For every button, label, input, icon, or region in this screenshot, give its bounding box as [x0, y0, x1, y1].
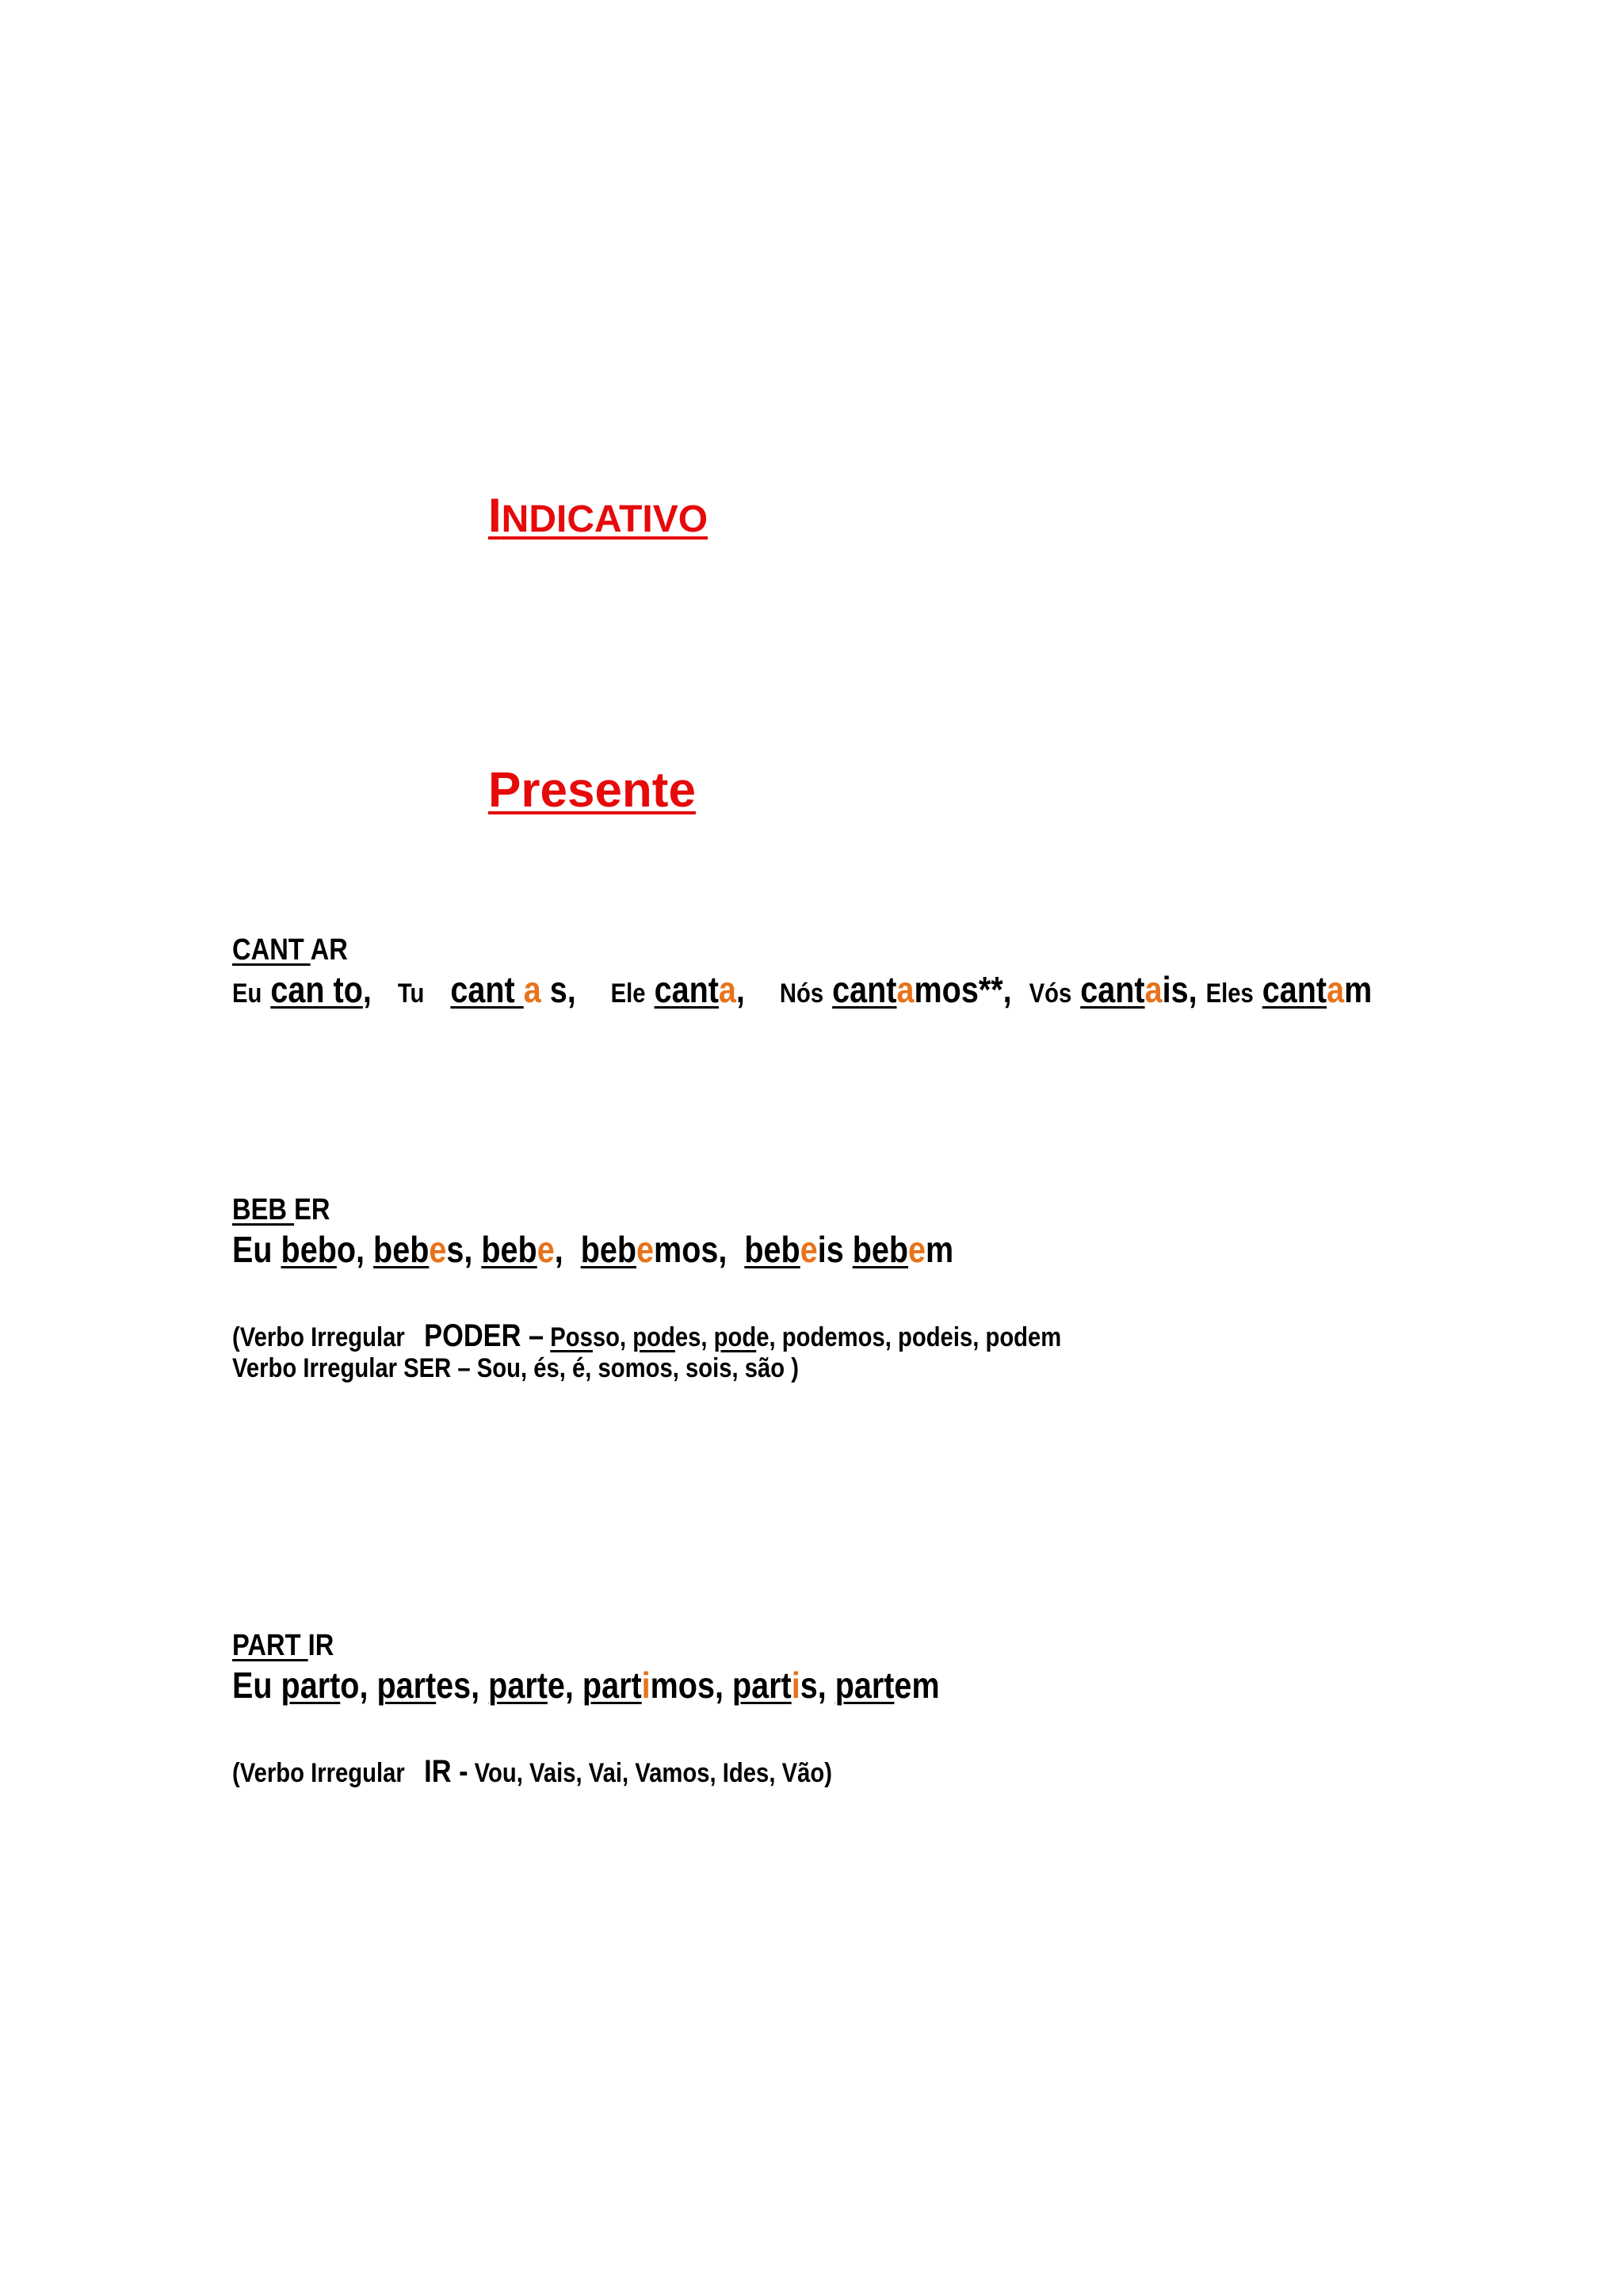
cantar-vos-vowel: a [1144, 969, 1163, 1010]
beber-eles-vowel: e [908, 1229, 926, 1270]
indicativo-initial: I [488, 489, 502, 542]
beber-vos-vowel: e [800, 1229, 818, 1270]
poder-ele-ending: e, [756, 1322, 776, 1352]
pronoun-nos: Nós [779, 978, 824, 1009]
cantar-nos-ending: mos**, [914, 969, 1012, 1010]
cantar-eu-stem: can to [270, 969, 363, 1010]
ir-note-line [232, 1754, 832, 1790]
beber-ele-vowel: e [537, 1229, 555, 1270]
pronoun-eles: Eles [1205, 978, 1254, 1009]
partir-eu-ending: o, [340, 1665, 369, 1706]
partir-eu-stem: part [281, 1665, 341, 1706]
presente-heading: Presente [488, 763, 696, 818]
beber-eu-stem: beb [281, 1229, 337, 1270]
partir-vos-stem: part [731, 1665, 792, 1706]
poder-tu-ending: es, [674, 1322, 708, 1352]
cantar-eles-vowel: a [1327, 969, 1345, 1010]
beber-ele-stem: beb [481, 1229, 537, 1270]
partir-nos-stem: part [582, 1665, 642, 1706]
cantar-ele-ending: , [735, 969, 745, 1010]
beber-label-ending: ER [294, 1193, 330, 1226]
poder-tu-stem: pod [632, 1322, 675, 1352]
poder-note-line [232, 1318, 1061, 1354]
partir-tu-ending: es, [436, 1665, 480, 1706]
beber-nos-vowel: e [636, 1229, 655, 1270]
beber-tu-vowel: e [429, 1229, 447, 1270]
cantar-label-ending: AR [310, 933, 348, 967]
beber-nos-stem: beb [580, 1229, 637, 1270]
cantar-eu-sep: , [362, 969, 372, 1010]
beber-eles-stem: beb [852, 1229, 909, 1270]
beber-nos-ending: mos, [654, 1229, 727, 1270]
cantar-vos-stem: cant [1080, 969, 1145, 1010]
partir-ele-stem: part [488, 1665, 548, 1706]
beber-eles-ending: m [926, 1229, 954, 1270]
partir-nos-ending: mos, [650, 1665, 724, 1706]
poder-eu-stem: Pos [550, 1322, 593, 1352]
ir-note-prefix: (Verbo Irregular [232, 1758, 405, 1788]
beber-conjugation-line [232, 1228, 953, 1271]
beber-vos-stem: beb [744, 1229, 800, 1270]
cantar-label [232, 933, 348, 967]
indicativo-heading [488, 488, 708, 543]
poder-note-prefix: (Verbo Irregular [232, 1322, 405, 1352]
beber-eu-ending: o, [336, 1229, 365, 1270]
beber-label-stem: BEB [232, 1193, 295, 1226]
ser-note-line: Verbo Irregular SER – Sou, és, é, somos, sois, são ) [232, 1353, 800, 1383]
partir-conjugation-line [232, 1664, 940, 1707]
partir-ele-ending: e, [547, 1665, 574, 1706]
beber-label [232, 1193, 330, 1227]
cantar-vos-ending: is, [1162, 969, 1197, 1010]
cantar-eles-stem: cant [1262, 969, 1327, 1010]
partir-eles-stem: part [834, 1665, 895, 1706]
pronoun-ele: Ele [610, 978, 646, 1009]
partir-nos-vowel: i [641, 1665, 651, 1706]
cantar-nos-vowel: a [896, 969, 915, 1010]
partir-tu-stem: part [376, 1665, 437, 1706]
cantar-eles-ending: m [1344, 969, 1373, 1010]
partir-label [232, 1629, 334, 1663]
partir-label-ending: IR [307, 1629, 334, 1662]
cantar-label-stem: CANT [232, 933, 311, 967]
cantar-ele-vowel: a [718, 969, 736, 1010]
cantar-tu-ending: s, [540, 969, 576, 1010]
beber-ele-ending: , [554, 1229, 563, 1270]
beber-tu-ending: s, [446, 1229, 473, 1270]
partir-eles-ending: em [894, 1665, 940, 1706]
cantar-tu-vowel: a [523, 969, 541, 1010]
poder-eu-ending: so, [592, 1322, 627, 1352]
pronoun-eu: Eu [232, 978, 262, 1009]
pronoun-vos: Vós [1029, 978, 1072, 1009]
cantar-tu-stem: cant [450, 969, 524, 1010]
partir-vos-vowel: i [791, 1665, 800, 1706]
beber-tu-stem: beb [373, 1229, 430, 1270]
poder-ele-stem: pod [713, 1322, 757, 1352]
indicativo-rest: NDICATIVO [501, 498, 708, 540]
cantar-conjugation-line [232, 968, 1372, 1011]
poder-note-verb: PODER – [424, 1318, 544, 1353]
pronoun-eu: Eu [232, 1665, 273, 1706]
cantar-nos-stem: cant [832, 969, 897, 1010]
ir-note-verb: IR - [424, 1754, 468, 1789]
ir-note-rest: Vou, Vais, Vai, Vamos, Ides, Vão) [474, 1758, 832, 1788]
poder-note-rest: podemos, podeis, podem [781, 1322, 1062, 1352]
partir-label-stem: PART [232, 1629, 308, 1662]
cantar-ele-stem: cant [654, 969, 719, 1010]
beber-vos-ending: is [817, 1229, 844, 1270]
partir-vos-ending: s, [800, 1665, 827, 1706]
pronoun-eu: Eu [232, 1229, 273, 1270]
pronoun-tu: Tu [397, 978, 425, 1009]
